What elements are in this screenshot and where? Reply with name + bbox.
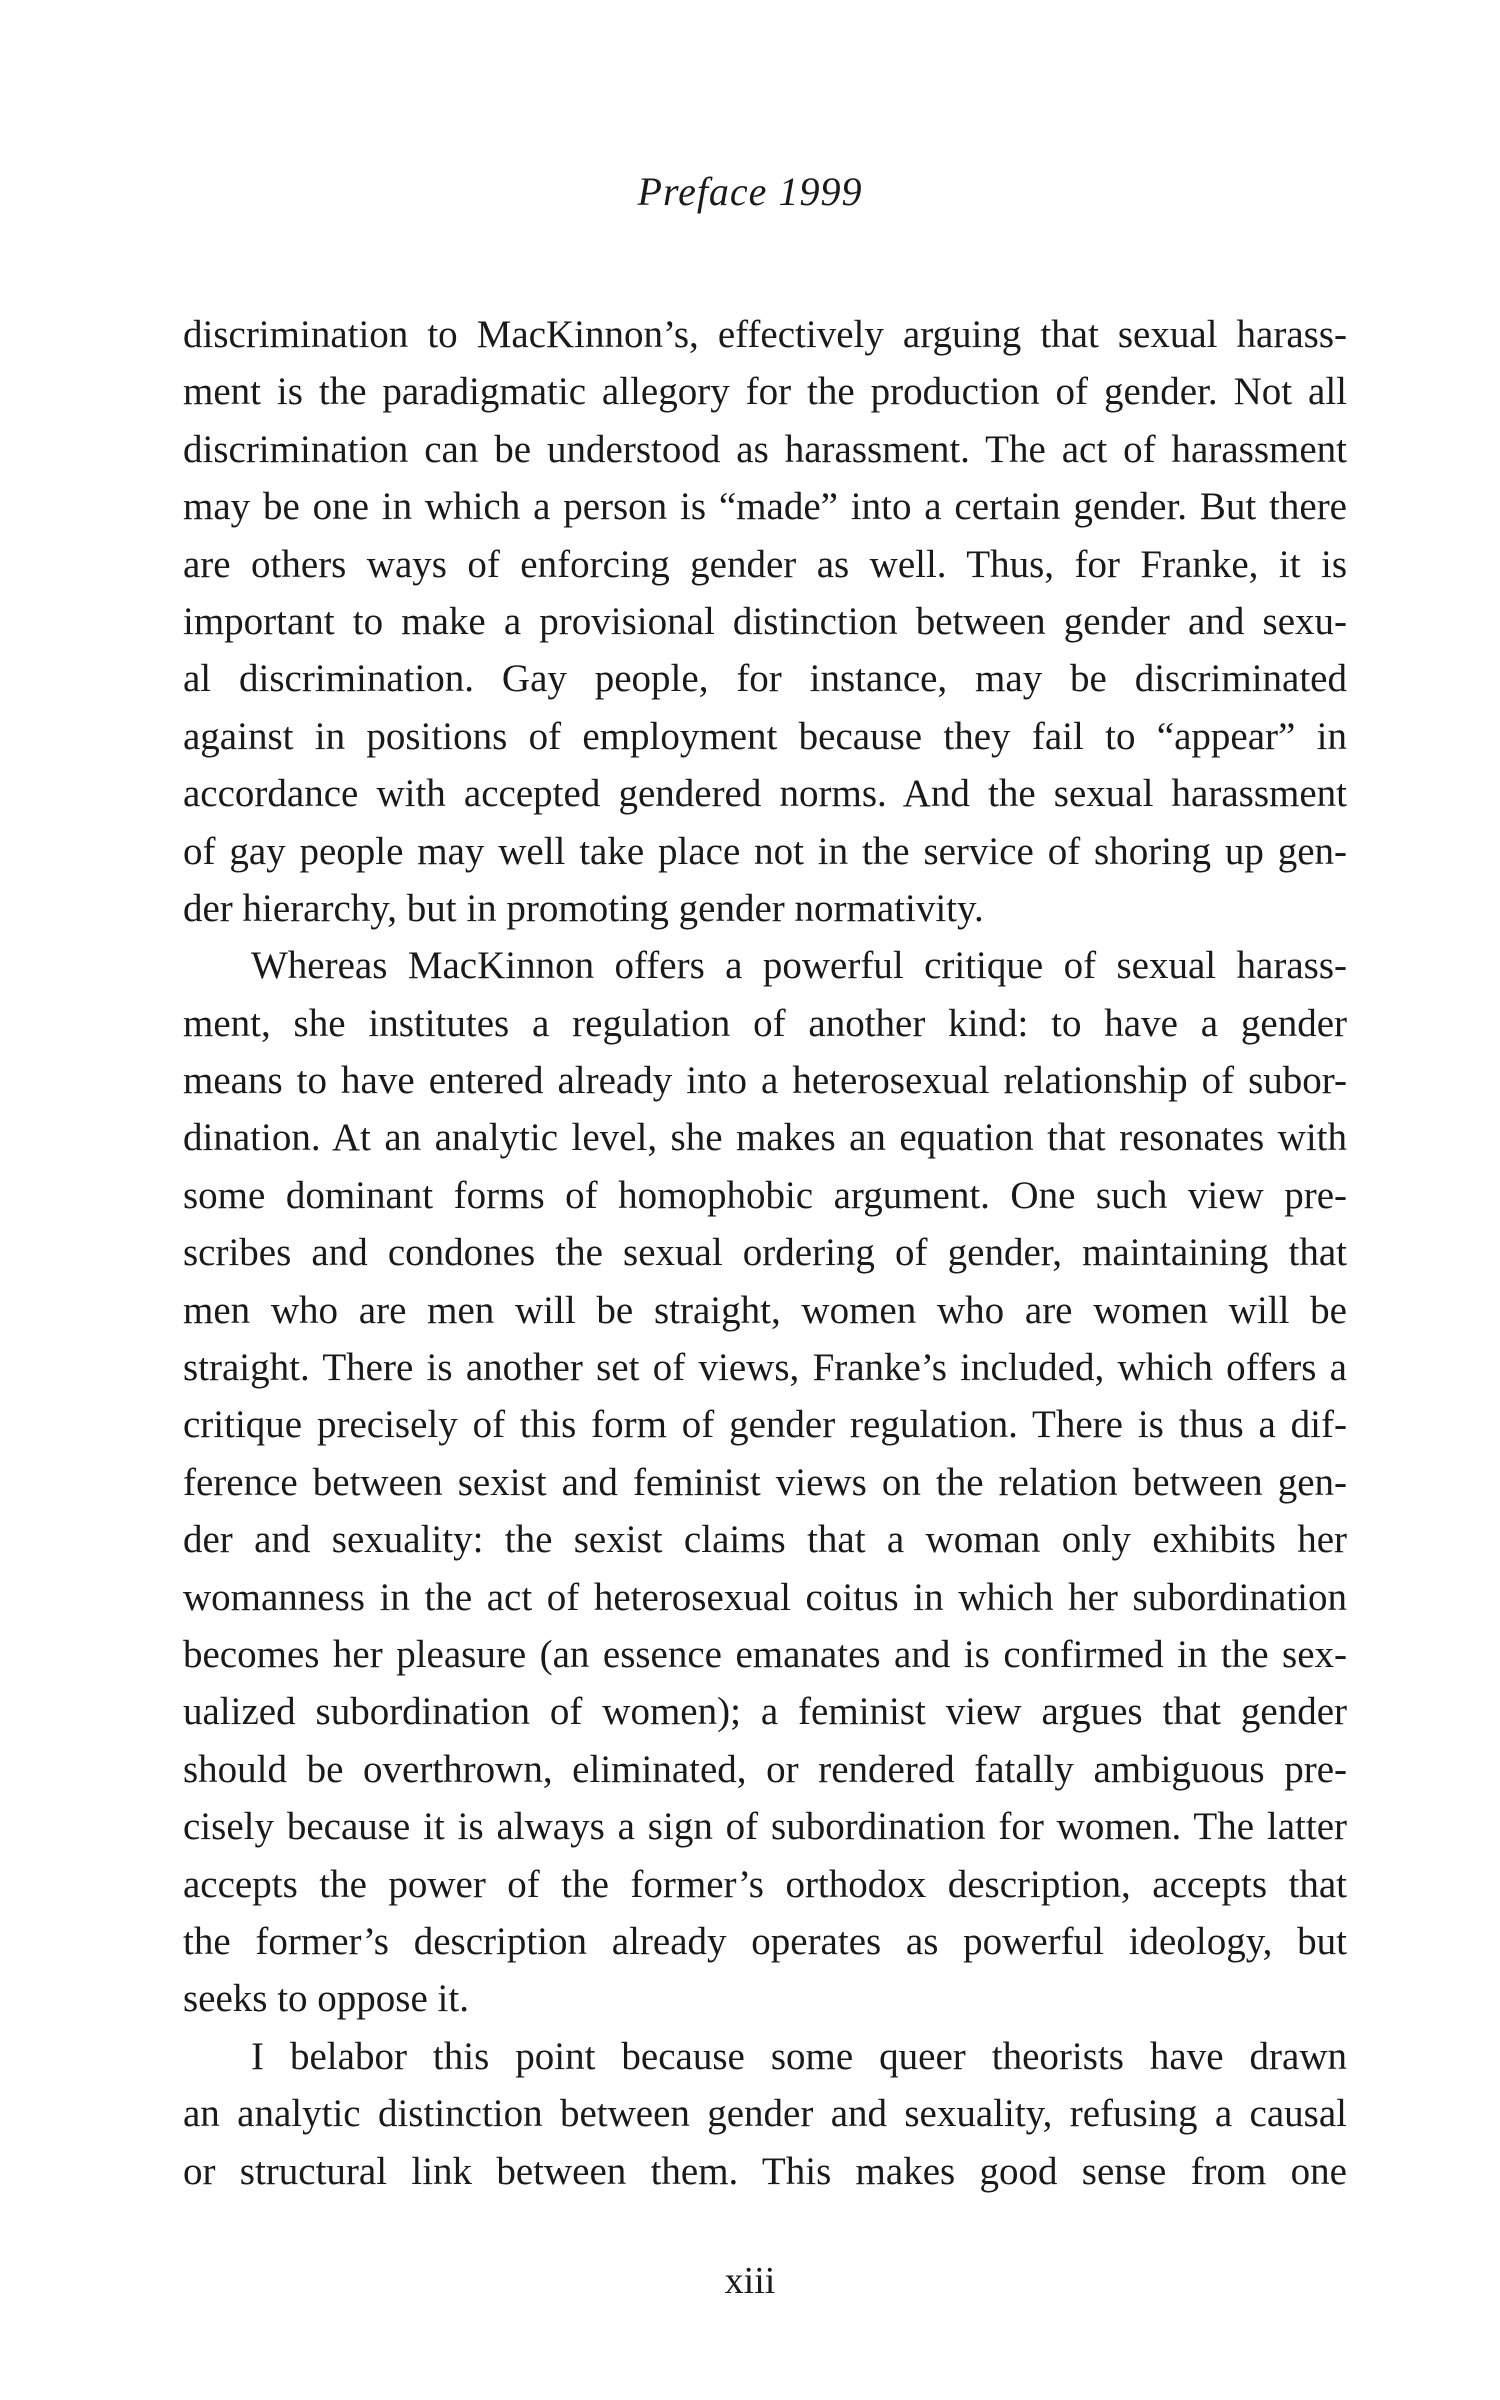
- text-line: I belabor this point because some queer theorists have drawn: [251, 2034, 1347, 2078]
- text-line: seeks to oppose it.: [183, 1977, 469, 2021]
- text-line: discrimination to MacKinnon’s, effectively arguing that sexual harass-: [183, 313, 1347, 356]
- text-line: dination. At an analytic level, she makes an equation that resonates with: [183, 1116, 1347, 1160]
- body-text: [183, 306, 1347, 2200]
- text-line: cisely because it is always a sign of subordination for women. The latter: [183, 1805, 1347, 1849]
- paragraph: [183, 937, 1347, 2027]
- text-line: discrimination can be understood as harassment. The act of harassment: [183, 427, 1347, 471]
- text-line: accepts the power of the former’s orthodox description, accepts that: [183, 1862, 1347, 1906]
- page-number: xiii: [724, 2260, 776, 2302]
- text-line: becomes her pleasure (an essence emanates and is confirmed in the sex-: [183, 1632, 1347, 1676]
- text-line: al discrimination. Gay people, for instance, may be discriminated: [183, 657, 1347, 701]
- text-line: or structural link between them. This makes good sense from one: [183, 2149, 1347, 2193]
- running-head: Preface 1999: [637, 169, 863, 214]
- text-line: accordance with accepted gendered norms. And the sexual harassment: [183, 772, 1347, 816]
- text-line: against in positions of employment because they fail to “appear” in: [183, 714, 1347, 758]
- text-line: some dominant forms of homophobic argument. One such view pre-: [183, 1173, 1347, 1217]
- text-line: are others ways of enforcing gender as well. Thus, for Franke, it is: [183, 542, 1347, 586]
- paragraph: [183, 2028, 1347, 2200]
- text-line: straight. There is another set of views, Franke’s included, which offers a: [183, 1346, 1347, 1390]
- text-line: ment, she institutes a regulation of another kind: to have a gender: [183, 1001, 1347, 1045]
- text-line: the former’s description already operates as powerful ideology, but: [183, 1919, 1347, 1963]
- text-line: der and sexuality: the sexist claims that a woman only exhibits her: [183, 1518, 1347, 1562]
- text-line: should be overthrown, eliminated, or rendered fatally ambiguous pre-: [183, 1747, 1347, 1791]
- text-line: Whereas MacKinnon offers a powerful critique of sexual harass-: [251, 944, 1347, 988]
- text-line: means to have entered already into a heterosexual relationship of subor-: [183, 1059, 1347, 1103]
- text-line: an analytic distinction between gender and sexuality, refusing a causal: [183, 2092, 1347, 2136]
- text-line: womanness in the act of heterosexual coitus in which her subordination: [183, 1575, 1347, 1619]
- text-line: ment is the paradigmatic allegory for the production of gender. Not all: [183, 370, 1347, 414]
- text-line: important to make a provisional distinction between gender and sexu-: [183, 599, 1347, 643]
- text-line: men who are men will be straight, women who are women will be: [183, 1288, 1347, 1332]
- text-line: of gay people may well take place not in the service of shoring up gen-: [183, 829, 1347, 873]
- text-line: may be one in which a person is “made” into a certain gender. But there: [183, 485, 1347, 529]
- text-line: scribes and condones the sexual ordering of gender, maintaining that: [183, 1231, 1347, 1275]
- text-line: critique precisely of this form of gender regulation. There is thus a dif-: [183, 1403, 1347, 1447]
- text-line: ference between sexist and feminist views on the relation between gen-: [183, 1460, 1347, 1504]
- text-line: der hierarchy, but in promoting gender normativity.: [183, 886, 984, 930]
- text-line: ualized subordination of women); a feminist view argues that gender: [183, 1690, 1347, 1734]
- paragraph: [183, 306, 1347, 937]
